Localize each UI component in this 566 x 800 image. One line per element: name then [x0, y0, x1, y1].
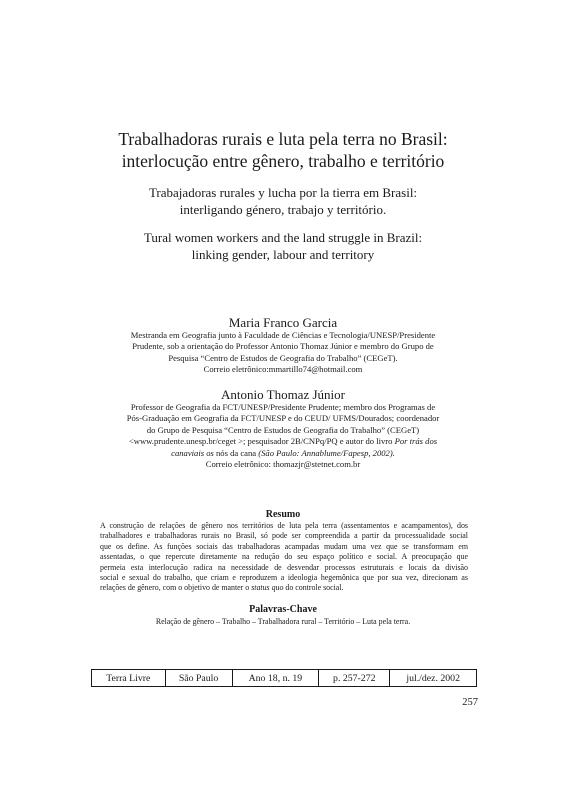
- abstract-line: social e sexual do trabalho, que criam e reproduzem a ideologia hegemônica que por sua vez, direcionam as: [100, 573, 468, 583]
- abstract-heading: Resumo: [265, 509, 301, 520]
- author-affiliation-2: [110, 402, 456, 470]
- abstract-text: relações de gênero, com o objetivo de manter o: [100, 583, 252, 593]
- journal-name: Terra Livre: [92, 670, 166, 687]
- journal-volume: Ano 18, n. 19: [232, 670, 319, 687]
- title-pt-line-2: interlocução entre gênero, trabalho e território: [121, 151, 445, 171]
- journal-info-row: [92, 670, 477, 687]
- title-spanish: [60, 184, 506, 218]
- abstract-text: do controle social.: [283, 583, 344, 593]
- journal-pages: p. 257-272: [319, 670, 390, 687]
- author-name-2: Antonio Thomaz Júnior: [221, 387, 345, 402]
- affiliation-line: [110, 436, 456, 447]
- abstract-italic: status quo: [251, 583, 284, 593]
- title-es-line-2: interligando género, trabajo y território.: [179, 202, 387, 217]
- author-email: Correio eletrônico:mmartillo74@hotmail.com: [203, 364, 363, 375]
- title-portuguese: [60, 128, 506, 172]
- journal-city: São Paulo: [165, 670, 232, 687]
- title-english: [60, 229, 506, 263]
- affiliation-text: <www.prudente.unesp.br/ceget >; pesquisador 2B/CNPq/PQ e autor do livro: [128, 436, 395, 447]
- author-name-1: Maria Franco Garcia: [228, 315, 338, 330]
- affiliation-line: Pós-Graduação em Geografia da FCT/UNESP e do CEUD/ UFMS/Dourados; coordenador: [126, 413, 440, 424]
- title-pt-line-1: Trabalhadoras rurais e luta pela terra no Brasil:: [118, 129, 448, 149]
- journal-date: jul./dez. 2002: [390, 670, 477, 687]
- book-title-part-3: (São Paulo: Annablume/Fapesp, 2002).: [256, 447, 395, 458]
- abstract-line: assentadas, o que repercute diretamente na redução do seu espaço político e social. A preocupação que: [100, 552, 468, 562]
- affiliation-line: Mestranda em Geografia junto à Faculdade de Ciências e Tecnologia/UNESP/Presidente: [130, 330, 436, 340]
- abstract-line: [100, 583, 468, 593]
- abstract-line: permeia esta interlocução radica na necessidade de desvendar processos estruturais e locais da divisão: [100, 562, 468, 572]
- book-title-part-2: canaviais os: [171, 447, 214, 458]
- author-email: Correio eletrônico: thomazjr@stetnet.com.br: [205, 459, 361, 470]
- title-en-line-2: linking gender, labour and territory: [191, 247, 375, 262]
- abstract-line: trabalhadores e trabalhadoras rurais no Brasil, só pode ser compreendida a partir da processualidade social: [100, 531, 468, 541]
- page-number: 257: [462, 697, 478, 708]
- affiliation-line: [110, 448, 456, 459]
- affiliation-line: Professor de Geografia da FCT/UNESP/Presidente Prudente; membro dos Programas de: [130, 402, 436, 412]
- journal-info-table: [91, 669, 477, 687]
- affiliation-line: Pesquisa “Centro de Estudos de Geografia do Trabalho” (CEGeT).: [168, 352, 398, 363]
- abstract-body: [100, 521, 468, 594]
- keywords-list: Relação de gênero – Trabalho – Trabalhadora rural – Território – Luta pela terra.: [155, 617, 411, 626]
- book-title-part-1: Por trás dos: [394, 436, 438, 447]
- abstract-line: que os define. As funções sociais das trabalhadoras acampadas mudam uma vez que se transformam em: [100, 541, 468, 551]
- affiliation-line: do Grupo de Pesquisa “Centro de Estudos de Geografia do Trabalho” (CEGeT): [146, 424, 420, 435]
- affiliation-line: Prudente, sob a orientação do Professor Antonio Thomaz Júnior e membro do Grupo de: [132, 341, 434, 352]
- title-es-line-1: Trabajadoras rurales y lucha por la tierra em Brasil:: [148, 185, 418, 200]
- keywords-heading: Palavras-Chave: [249, 604, 317, 615]
- author-affiliation-1: [110, 330, 456, 376]
- affiliation-text: nós da cana: [213, 447, 257, 458]
- title-en-line-1: Tural women workers and the land struggle in Brazil:: [143, 230, 423, 245]
- abstract-line: A construção de relações de gênero nos territórios de luta pela terra (assentamentos e acampamentos), dos: [100, 521, 468, 530]
